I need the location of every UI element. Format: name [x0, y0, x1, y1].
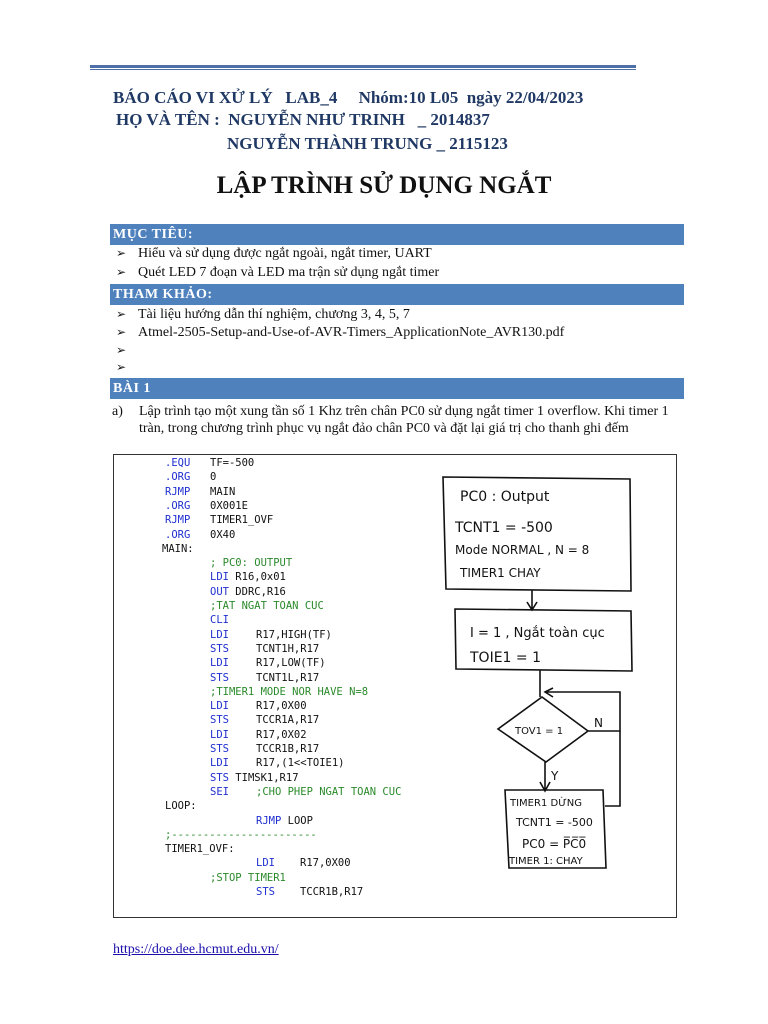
code-mnemonic: STS: [210, 743, 229, 755]
code-label: MAIN:: [162, 542, 194, 555]
flowchart-loop-no: [545, 688, 620, 731]
report-header-line: BÁO CÁO VI XỬ LÝ LAB_4 Nhóm:10 L05 ngày 22/04/2023: [113, 88, 584, 107]
code-operand: R17,0X00: [256, 700, 307, 713]
code-mnemonic: RJMP: [165, 485, 191, 498]
code-comment: ; PC0: OUTPUT: [210, 557, 293, 570]
flowchart-yes-label: Y: [551, 769, 559, 783]
flowchart-arrow-yes: [540, 762, 550, 791]
code-mnemonic: LDI: [210, 571, 229, 584]
flowchart-loop-isr: [605, 731, 620, 806]
code-mnemonic: STS: [210, 671, 229, 684]
exercise-text: Lập trình tạo một xung tần số 1 Khz trên chân PC0 sử dụng ngắt timer 1 overflow. Khi timer 1 tràn, trong chương trình phục vụ ngắt đảo chân PC0 và đặt lại giá trị cho thanh ghi đếm: [139, 404, 669, 436]
flowchart-decision-text: TOV1 = 1: [515, 726, 564, 737]
code-comment: ;TAT NGAT TOAN CUC: [210, 600, 324, 612]
code-mnemonic: RJMP: [256, 814, 282, 827]
code-mnemonic: .ORG: [165, 499, 191, 512]
code-mnemonic: .ORG: [165, 528, 191, 541]
code-operand: 0X001E: [210, 499, 248, 512]
flowchart-text: I = 1 , Ngắt toàn cục: [470, 626, 605, 641]
flowchart-text: TIMER 1: CHAY: [509, 856, 583, 867]
code-comment: ;-----------------------: [165, 828, 317, 841]
code-comment: ;CHO PHEP NGAT TOAN CUC: [256, 785, 402, 798]
code-mnemonic: OUT: [210, 585, 229, 598]
code-mnemonic: .EQU: [165, 457, 191, 469]
student-name-1: HỌ VÀ TÊN : NGUYỄN NHƯ TRINH _ 2014837: [116, 110, 490, 129]
bullet-text: Tài liệu hướng dẫn thí nghiệm, chương 3, 4, 5, 7: [138, 307, 410, 322]
bullet-text: Hiểu và sử dụng được ngắt ngoài, ngắt timer, UART: [138, 246, 432, 261]
code-operand: R17,0X02: [256, 728, 307, 741]
code-mnemonic: SEI: [210, 785, 229, 798]
section-heading-tham-khao: THAM KHẢO:: [110, 284, 684, 305]
flowchart-text: TIMER1 CHAY: [460, 566, 541, 580]
code-mnemonic: .ORG: [165, 471, 191, 484]
code-operand: MAIN: [210, 485, 236, 498]
flowchart-no-label: N: [594, 716, 603, 730]
bullet-arrow-icon: ➢: [116, 246, 127, 260]
code-operand: TIMSK1,R17: [235, 771, 299, 784]
code-mnemonic: RJMP: [165, 514, 191, 527]
exercise-label: a): [112, 404, 123, 419]
code-mnemonic: LDI: [210, 628, 229, 641]
code-mnemonic: STS: [210, 642, 229, 655]
code-operand: TCNT1L,R17: [256, 671, 320, 684]
code-operand: R17,LOW(TF): [256, 657, 326, 670]
student-name-2: NGUYỄN THÀNH TRUNG _ 2115123: [227, 134, 508, 153]
bullet-arrow-icon: ➢: [116, 307, 127, 321]
code-operand: R17,(1<<TOIE1): [256, 757, 345, 770]
document-title: LẬP TRÌNH SỬ DỤNG NGẮT: [216, 172, 552, 199]
code-mnemonic: CLI: [210, 614, 229, 627]
code-operand: R17,0X00: [300, 857, 351, 870]
code-operand: TCCR1B,R17: [300, 886, 364, 898]
code-mnemonic: LDI: [256, 857, 275, 870]
code-operand: 0: [210, 471, 217, 484]
code-mnemonic: STS: [210, 714, 229, 727]
bullet-text: Quét LED 7 đoạn và LED ma trận sử dụng ngắt timer: [138, 265, 440, 280]
flowchart-text: TCNT1 = -500: [455, 520, 553, 536]
bullet-arrow-icon: ➢: [116, 265, 127, 279]
flowchart-text: PC0 : Output: [460, 489, 550, 505]
code-mnemonic: LDI: [210, 757, 229, 770]
bullet-arrow-icon: ➢: [116, 325, 127, 339]
flowchart-text: Mode NORMAL , N = 8: [455, 543, 590, 557]
flowchart-text: TOIE1 = 1: [470, 650, 541, 666]
code-label: LOOP:: [165, 800, 197, 813]
flowchart-arrow: [527, 590, 537, 610]
footer-link[interactable]: https://doe.dee.hcmut.edu.vn/: [113, 942, 279, 957]
code-mnemonic: STS: [256, 886, 275, 898]
code-mnemonic: LDI: [210, 728, 229, 741]
code-operand: 0X40: [210, 528, 236, 541]
code-operand: LOOP: [287, 814, 313, 827]
code-operand: TCNT1H,R17: [256, 642, 320, 655]
code-operand: TCCR1B,R17: [256, 743, 320, 755]
code-operand: DDRC,R16: [235, 585, 286, 598]
bullet-arrow-icon: ➢: [116, 360, 127, 374]
code-operand: TCCR1A,R17: [256, 714, 320, 727]
code-mnemonic: LDI: [210, 657, 229, 670]
code-comment: ;STOP TIMER1: [210, 871, 286, 884]
code-mnemonic: LDI: [210, 700, 229, 713]
code-operand: R16,0x01: [235, 571, 286, 584]
section-heading-bai-1: BÀI 1: [110, 378, 684, 399]
code-label: TIMER1_OVF:: [165, 843, 235, 856]
code-comment: ;TIMER1 MODE NOR HAVE N=8: [210, 685, 369, 698]
bullet-text: Atmel-2505-Setup-and-Use-of-AVR-Timers_ApplicationNote_AVR130.pdf: [138, 325, 565, 340]
flowchart-text: TIMER1 DỪNG: [510, 798, 583, 809]
code-operand: TF=-500: [210, 457, 255, 469]
code-operand: R17,HIGH(TF): [256, 628, 332, 641]
flowchart-text: TCNT1 = -500: [516, 816, 593, 829]
section-heading-muc-tieu: MỤC TIÊU:: [110, 224, 684, 245]
flowchart-text: PC0 = P̅C̅0̅: [522, 837, 587, 851]
code-operand: TIMER1_OVF: [210, 514, 274, 527]
bullet-arrow-icon: ➢: [116, 343, 127, 357]
code-mnemonic: STS: [210, 771, 229, 784]
